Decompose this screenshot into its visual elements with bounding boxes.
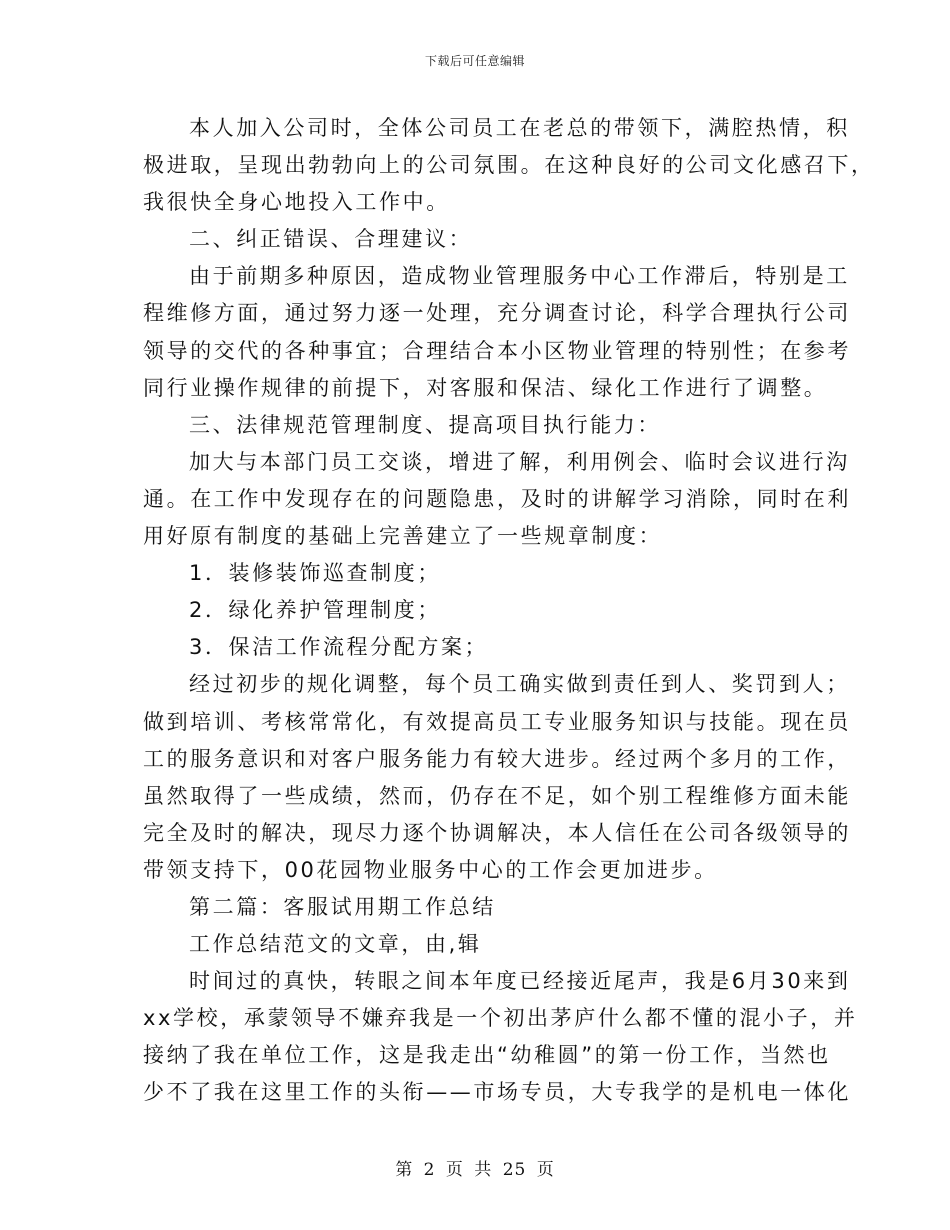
list-item: 1．装修装饰巡查制度； bbox=[189, 561, 441, 586]
body-line: 接纳了我在单位工作，这是我走出“幼稚圆”的第一份工作，当然也 bbox=[143, 1043, 831, 1068]
list-item: 3．保洁工作流程分配方案； bbox=[189, 635, 489, 660]
body-line: 我很快全身心地投入工作中。 bbox=[143, 190, 450, 215]
body-line: 本人加入公司时，全体公司员工在老总的带领下，满腔热情，积 bbox=[189, 116, 850, 140]
body-line: 同行业操作规律的前提下，对客服和保洁、绿化工作进行了调整。 bbox=[143, 375, 828, 400]
section-heading: 二、纠正错误、合理建议： bbox=[189, 227, 473, 252]
body-line: 由于前期多种原因，造成物业管理服务中心工作滞后，特别是工 bbox=[189, 264, 850, 289]
section-heading: 第二篇：客服试用期工作总结 bbox=[189, 894, 496, 919]
body-line: 少不了我在这里工作的头衔——市场专员，大专我学的是机电一体化 bbox=[143, 1080, 851, 1105]
page-header: 下载后可任意编辑 bbox=[424, 54, 525, 68]
body-line: 工的服务意识和对客户服务能力有较大进步。经过两个多月的工作， bbox=[143, 746, 851, 771]
body-line: 工作总结范文的文章，由,辑 bbox=[189, 932, 482, 957]
body-line: 加大与本部门员工交谈，增进了解，利用例会、临时会议进行沟 bbox=[189, 449, 850, 474]
body-line: 领导的交代的各种事宜；合理结合本小区物业管理的特别性；在参考 bbox=[143, 338, 851, 363]
body-line: 程维修方面，通过努力逐一处理，充分调查讨论，科学合理执行公司 bbox=[143, 301, 851, 326]
body-line: 通。在工作中发现存在的问题隐患，及时的讲解学习消除，同时在利 bbox=[143, 486, 851, 511]
body-line: 用好原有制度的基础上完善建立了一些规章制度： bbox=[143, 524, 663, 549]
list-item: 2．绿化养护管理制度； bbox=[189, 598, 441, 623]
body-line: xx学校，承蒙领导不嫌弃我是一个初出茅庐什么都不懂的混小子，并 bbox=[143, 1006, 858, 1031]
body-line: 经过初步的规化调整，每个员工确实做到责任到人、奖罚到人； bbox=[189, 672, 850, 697]
document-body bbox=[143, 110, 875, 1112]
body-line: 带领支持下，00花园物业服务中心的工作会更加进步。 bbox=[143, 857, 718, 882]
section-heading: 三、法律规范管理制度、提高项目执行能力： bbox=[189, 412, 661, 437]
page-footer: 第 2 页 共 25 页 bbox=[395, 1160, 555, 1180]
body-line: 时间过的真快，转眼之间本年度已经接近尾声，我是6月30来到 bbox=[189, 969, 851, 994]
body-line: 完全及时的解决，现尽力逐个协调解决，本人信任在公司各级领导的 bbox=[143, 820, 851, 845]
body-line: 极进取，呈现出勃勃向上的公司氛围。在这种良好的公司文化感召下， bbox=[143, 153, 875, 178]
body-line: 做到培训、考核常常化，有效提高员工专业服务知识与技能。现在员 bbox=[143, 709, 851, 734]
body-line: 虽然取得了一些成绩，然而，仍存在不足，如个别工程维修方面未能 bbox=[143, 783, 851, 808]
